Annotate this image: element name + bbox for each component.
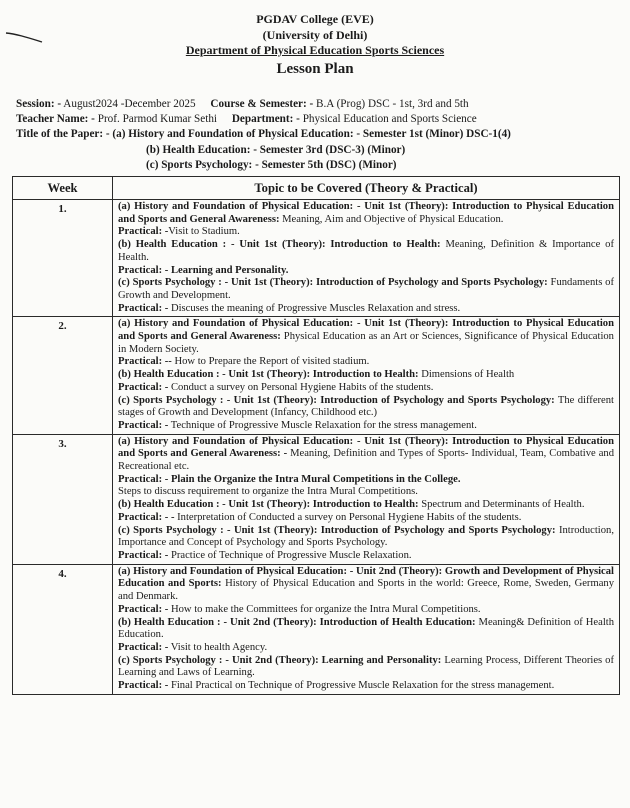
topic-cell: [113, 200, 620, 317]
paper-a-content: Meaning, Aim and Objective of Physical Education.: [282, 213, 504, 225]
practical-label: Practical: -: [118, 381, 169, 393]
document-header: [0, 12, 630, 79]
paper-a-practical-heading: Practical: - Plain the Organize the Intra Mural Competitions in the College.: [118, 473, 461, 485]
topic-cell: [113, 434, 620, 564]
week-number: 2.: [13, 317, 113, 434]
practical-label: Practical: -: [118, 226, 169, 238]
paper-b: (b) Health Education: - Semester 3rd (DSC-3) (Minor): [146, 143, 406, 156]
table-row: [13, 434, 620, 564]
topic-column-header: Topic to be Covered (Theory & Practical): [113, 177, 620, 200]
paper-c-content: Learning Process, Different Theories of Learning and Laws of Learning.: [118, 654, 615, 679]
paper-a-entry: [118, 201, 614, 226]
paper-c-heading: (c) Sports Psychology : - Unit 1st (Theory): Introduction of Psychology and Sports Psychology:: [118, 394, 555, 406]
paper-a-entry: [118, 566, 614, 604]
practical-label: Practical: -: [118, 302, 169, 314]
week-number: 4.: [13, 564, 113, 694]
paper-b-content: Dimensions of Health: [421, 369, 515, 381]
paper-b-entry: [118, 369, 614, 382]
paper-c-content: Fundaments of Growth and Development.: [118, 277, 614, 301]
paper-c-practical: [118, 420, 614, 433]
session-value: August2024 -December 2025: [63, 98, 196, 110]
paper-b-heading: (b) Health Education : - Unit 2nd (Theory): Introduction of Health Education:: [118, 616, 476, 628]
practical-text: Technique of Progressive Muscle Relaxation for the stress management.: [170, 419, 477, 431]
paper-a-content: Physical Education as an Art or Sciences, Significance of Physical Education in Modern Society.: [118, 331, 614, 355]
table-row: [13, 200, 620, 317]
table-header-row: [13, 177, 620, 200]
paper-c-content: The different stages of Growth and Development (Infancy, Childhood etc.): [118, 394, 614, 419]
paper-c-heading: (c) Sports Psychology : - Unit 1st (Theory): Introduction of Psychology and Sports Psychology:: [118, 277, 548, 289]
university-name: (University of Delhi): [262, 27, 368, 42]
week-number: 3.: [13, 434, 113, 564]
paper-a-content: Meaning, Definition and Types of Sports- Individual, Team, Combative and Recreational etc.: [118, 448, 614, 473]
paper-c-entry: [118, 395, 614, 420]
paper-c-entry: [118, 525, 614, 550]
paper-a: (a) History and Foundation of Physical Education: - Semester 1st (Minor) DSC-1(4): [112, 128, 511, 141]
paper-c-content: Introduction, Importance and Concept of Psychology and Sports Psychology.: [118, 524, 614, 549]
paper-a-heading: (a) History and Foundation of Physical Education: - Unit 1st (Theory): Introduction to Physical Education and Sports and General Awareness: -: [118, 435, 614, 460]
course-meta: [16, 97, 616, 173]
college-name: PGDAV College (EVE): [256, 12, 374, 26]
paper-b-practical: [118, 265, 614, 278]
paper-b-content: Meaning, Definition & Importance of Health.: [118, 239, 614, 263]
paper-b-practical: [118, 642, 614, 655]
practical-text: Conduct a survey on Personal Hygiene Habits of the students.: [170, 381, 434, 393]
lesson-plan-table: [12, 176, 620, 695]
course-value: B.A (Prog) DSC - 1st, 3rd and 5th: [316, 98, 469, 110]
paper-b-heading: (b) Health Education : - Unit 1st (Theory): Introduction to Health:: [118, 369, 419, 381]
practical-label: Practical: -: [118, 641, 169, 653]
department-name: Department of Physical Education Sports Sciences: [185, 43, 445, 57]
teacher-row: [16, 112, 616, 127]
paper-b-entry: [118, 617, 614, 642]
paper-c-practical: [118, 550, 614, 563]
course-label: Course & Semester: -: [210, 98, 314, 110]
paper-b-entry: [118, 499, 614, 512]
paper-row: [16, 127, 616, 142]
practical-label: Practical: -: [118, 264, 169, 276]
topic-cell: [113, 317, 620, 434]
week-number: 1.: [13, 200, 113, 317]
week-column-header: Week: [13, 177, 113, 200]
document-title: Lesson Plan: [276, 60, 354, 77]
table-row: [13, 564, 620, 694]
practical-text: Visit to health Agency.: [170, 641, 268, 653]
paper-b-practical: [118, 382, 614, 395]
session-row: [16, 97, 616, 112]
practical-label: Practical: - -: [118, 511, 175, 523]
paper-b-content: Spectrum and Determinants of Health.: [421, 499, 585, 511]
practical-text: Final Practical on Technique of Progressive Muscle Relaxation for the stress management.: [170, 680, 555, 692]
session-label: Session: -: [16, 98, 62, 110]
paper-b-content: Meaning& Definition of Health Education.: [118, 616, 615, 641]
paper-a-entry: [118, 318, 614, 356]
paper-a-practical: Steps to discuss requirement to organize the Intra Mural Competitions.: [118, 486, 418, 498]
paper-a-practical: [118, 226, 614, 239]
paper-b-heading: (b) Health Education : - Unit 1st (Theory): Introduction to Health:: [118, 239, 441, 251]
teacher-label: Teacher Name: -: [16, 113, 95, 126]
practical-text: Learning and Personality.: [170, 264, 289, 276]
paper-c-entry: [118, 655, 614, 680]
table-row: [13, 317, 620, 434]
paper-a-heading: (a) History and Foundation of Physical Education: - Unit 2nd (Theory): Growth and Development of Physical Education and Sports:: [118, 565, 614, 590]
paper-a-heading: (a) History and Foundation of Physical Education: - Unit 1st (Theory): Introduction to Physical Education and Sports and General Awareness:: [118, 318, 614, 343]
paper-a-practical: [118, 604, 614, 617]
paper-a-entry: [118, 436, 614, 474]
practical-label: Practical: -: [118, 419, 169, 431]
practical-text: Practice of Technique of Progressive Muscle Relaxation.: [170, 549, 412, 561]
paper-c-heading: (c) Sports Psychology : - Unit 1st (Theory): Introduction of Psychology and Sports Psychology:: [118, 524, 556, 536]
practical-text: Discuses the meaning of Progressive Muscles Relaxation and stress.: [170, 302, 461, 314]
practical-label: Practical: -: [118, 549, 169, 561]
paper-c-practical: [118, 303, 614, 316]
practical-label: Practical: -: [118, 680, 169, 692]
paper-a-content: History of Physical Education and Sports in the world: Greece, Rome, Sweden, Germany and Denmark.: [118, 578, 614, 603]
paper-c-practical: [118, 680, 614, 693]
practical-text: How to Prepare the Report of visited stadium.: [174, 356, 370, 368]
paper-c: (c) Sports Psychology: - Semester 5th (DSC) (Minor): [146, 158, 397, 171]
topic-cell: [113, 564, 620, 694]
paper-c-heading: (c) Sports Psychology : - Unit 2nd (Theory): Learning and Personality:: [118, 654, 442, 666]
practical-text: Visit to Stadium.: [168, 226, 240, 238]
practical-text: How to make the Committees for organize the Intra Mural Competitions.: [170, 603, 481, 615]
paper-b-entry: [118, 239, 614, 264]
teacher-value: Prof. Parmod Kumar Sethi: [97, 113, 218, 126]
paper-a-practical: [118, 356, 614, 369]
practical-text: Interpretation of Conducted a survey on Personal Hygiene Habits of the students.: [177, 511, 522, 523]
practical-label: Practical: -: [118, 603, 169, 615]
practical-label: Practical: --: [118, 356, 172, 368]
paper-c-entry: [118, 277, 614, 302]
paper-label: Title of the Paper: -: [16, 128, 110, 141]
paper-a-heading: (a) History and Foundation of Physical Education: - Unit 1st (Theory): Introduction to Physical Education and Sports and General Awareness:: [118, 201, 614, 225]
department-label: Department: -: [231, 113, 300, 126]
paper-b-heading: (b) Health Education : - Unit 1st (Theory): Introduction to Health:: [118, 499, 419, 511]
paper-b-practical: [118, 512, 614, 525]
department-value: Physical Education and Sports Science: [302, 113, 477, 126]
